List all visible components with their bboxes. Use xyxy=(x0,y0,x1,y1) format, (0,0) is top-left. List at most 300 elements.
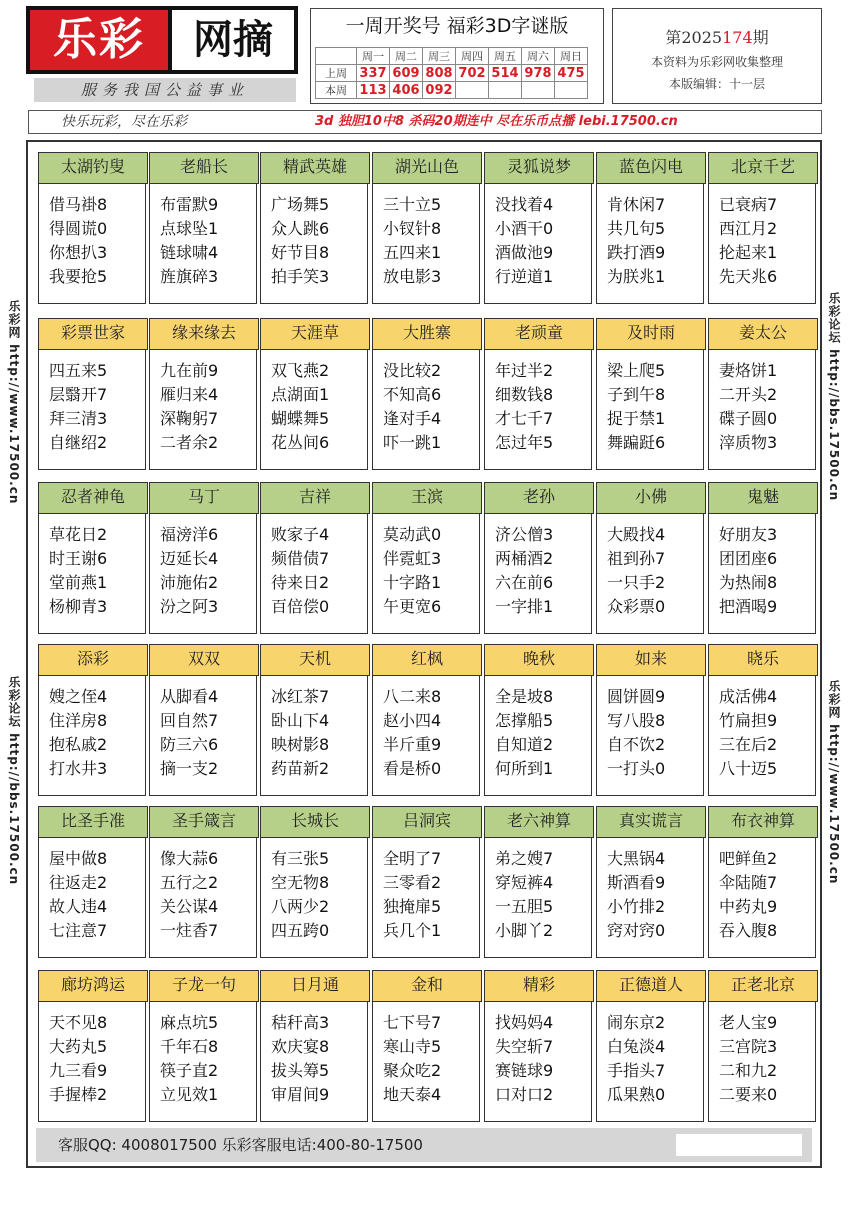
riddle-line: 三在后2 xyxy=(719,735,778,754)
riddle-line: 祖到孙7 xyxy=(607,549,666,568)
riddle-grid-frame xyxy=(26,140,822,1168)
card-lines xyxy=(160,847,256,943)
draw-corner xyxy=(316,48,357,65)
side-text-right-top: 乐彩论坛 http://bbs.17500.cn xyxy=(827,292,841,502)
riddle-card xyxy=(596,152,704,304)
riddle-card xyxy=(484,644,592,796)
riddle-line: 八十迈5 xyxy=(719,759,778,778)
issue-note: 本资料为乐彩网收集整理 xyxy=(650,55,783,69)
draw-number: 702 xyxy=(456,65,489,82)
card-title: 老六神算 xyxy=(484,806,594,838)
card-title: 吉祥 xyxy=(260,482,370,514)
card-title: 正老北京 xyxy=(708,970,818,1002)
riddle-card xyxy=(372,644,480,796)
riddle-line: 三宫院3 xyxy=(719,1037,778,1056)
riddle-line: 找妈妈4 xyxy=(495,1013,554,1032)
riddle-line: 六在前6 xyxy=(495,573,554,592)
card-lines xyxy=(607,1011,703,1107)
riddle-line: 赵小四4 xyxy=(383,711,442,730)
card-title: 红枫 xyxy=(372,644,482,676)
ticker-left: 快乐玩彩，尽在乐彩 xyxy=(61,114,187,130)
riddle-line: 九三看9 xyxy=(49,1061,108,1080)
riddle-line: 济公僧3 xyxy=(495,525,554,544)
riddle-line: 天不见8 xyxy=(49,1013,108,1032)
card-title: 湖光山色 xyxy=(372,152,482,184)
riddle-line: 八二来8 xyxy=(383,687,442,706)
card-lines xyxy=(495,847,591,943)
riddle-line: 自继绍2 xyxy=(49,433,108,452)
draw-number xyxy=(489,82,522,99)
riddle-line: 药苗新2 xyxy=(271,759,330,778)
card-title: 正德道人 xyxy=(596,970,706,1002)
riddle-line: 写八股8 xyxy=(607,711,666,730)
card-title: 灵狐说梦 xyxy=(484,152,594,184)
card-title: 大胜寨 xyxy=(372,318,482,350)
riddle-line: 滓质物3 xyxy=(719,433,778,452)
riddle-line: 住洋房8 xyxy=(49,711,108,730)
card-title: 马丁 xyxy=(149,482,259,514)
riddle-line: 跌打酒9 xyxy=(607,243,666,262)
card-lines xyxy=(383,847,479,943)
card-title: 小佛 xyxy=(596,482,706,514)
riddle-line: 防三六6 xyxy=(160,735,219,754)
riddle-line: 有三张5 xyxy=(271,849,330,868)
riddle-line: 团团座6 xyxy=(719,549,778,568)
riddle-line: 没比较2 xyxy=(383,361,442,380)
riddle-line: 二和九2 xyxy=(719,1061,778,1080)
riddle-line: 为热闹8 xyxy=(719,573,778,592)
riddle-line: 何所到1 xyxy=(495,759,554,778)
riddle-card xyxy=(372,806,480,958)
riddle-line: 九在前9 xyxy=(160,361,219,380)
card-lines xyxy=(383,1011,479,1107)
card-title: 如来 xyxy=(596,644,706,676)
riddle-line: 妻烙饼1 xyxy=(719,361,778,380)
card-lines xyxy=(271,685,367,781)
card-lines xyxy=(607,685,703,781)
riddle-card xyxy=(149,152,257,304)
riddle-card xyxy=(596,644,704,796)
riddle-line: 杨柳青3 xyxy=(49,597,108,616)
riddle-card xyxy=(38,970,146,1122)
riddle-line: 小钗针8 xyxy=(383,219,442,238)
riddle-line: 麻点坑5 xyxy=(160,1013,219,1032)
riddle-line: 筷子直2 xyxy=(160,1061,219,1080)
riddle-card xyxy=(708,644,816,796)
card-title: 日月通 xyxy=(260,970,370,1002)
riddle-line: 聚众吃2 xyxy=(383,1061,442,1080)
card-title: 北京千艺 xyxy=(708,152,818,184)
riddle-card xyxy=(484,152,592,304)
draw-number: 092 xyxy=(423,82,456,99)
riddle-line: 大黑锅4 xyxy=(607,849,666,868)
day-header: 周三 xyxy=(423,48,456,65)
card-lines xyxy=(719,847,815,943)
card-lines xyxy=(271,847,367,943)
card-title: 忍者神龟 xyxy=(38,482,148,514)
riddle-line: 闹东京2 xyxy=(607,1013,666,1032)
ticker-bar xyxy=(28,110,822,134)
card-title: 蓝色闪电 xyxy=(596,152,706,184)
riddle-line: 窍对窍0 xyxy=(607,921,666,940)
riddle-line: 小酒干0 xyxy=(495,219,554,238)
riddle-card xyxy=(596,970,704,1122)
riddle-line: 放电影3 xyxy=(383,267,442,286)
riddle-line: 审眉间9 xyxy=(271,1085,330,1104)
card-title: 比圣手准 xyxy=(38,806,148,838)
riddle-card xyxy=(38,152,146,304)
card-lines xyxy=(160,359,256,455)
riddle-line: 弟之嫂7 xyxy=(495,849,554,868)
riddle-line: 穿短裤4 xyxy=(495,873,554,892)
riddle-line: 千年石8 xyxy=(160,1037,219,1056)
this-week-label: 本周 xyxy=(316,82,357,99)
side-text-left-top: 乐彩网 http://www.17500.cn xyxy=(7,300,21,505)
riddle-line: 梁上爬5 xyxy=(607,361,666,380)
riddle-line: 汾之阿3 xyxy=(160,597,219,616)
riddle-line: 手握棒2 xyxy=(49,1085,108,1104)
card-lines xyxy=(719,1011,815,1107)
riddle-card xyxy=(596,318,704,470)
riddle-line: 打水井3 xyxy=(49,759,108,778)
riddle-line: 时王谢6 xyxy=(49,549,108,568)
day-header: 周日 xyxy=(555,48,588,65)
riddle-card xyxy=(260,970,368,1122)
card-title: 添彩 xyxy=(38,644,148,676)
card-title: 真实谎言 xyxy=(596,806,706,838)
card-title: 吕洞宾 xyxy=(372,806,482,838)
riddle-line: 小脚丫2 xyxy=(495,921,554,940)
riddle-line: 寒山寺5 xyxy=(383,1037,442,1056)
riddle-line: 二者余2 xyxy=(160,433,219,452)
card-lines xyxy=(495,523,591,619)
draw-number: 609 xyxy=(390,65,423,82)
riddle-line: 借马褂8 xyxy=(49,195,108,214)
card-title: 精彩 xyxy=(484,970,594,1002)
card-lines xyxy=(160,685,256,781)
riddle-line: 为朕兆1 xyxy=(607,267,666,286)
riddle-line: 秸秆高3 xyxy=(271,1013,330,1032)
riddle-line: 五四来1 xyxy=(383,243,442,262)
card-lines xyxy=(271,193,367,289)
riddle-line: 七注意7 xyxy=(49,921,108,940)
riddle-line: 独掩扉5 xyxy=(383,897,442,916)
card-title: 老顽童 xyxy=(484,318,594,350)
riddle-line: 子到午8 xyxy=(607,385,666,404)
card-lines xyxy=(719,523,815,619)
riddle-line: 沛施佑2 xyxy=(160,573,219,592)
card-title: 双双 xyxy=(149,644,259,676)
card-title: 缘来缘去 xyxy=(149,318,259,350)
riddle-line: 七下号7 xyxy=(383,1013,442,1032)
logo xyxy=(26,6,298,74)
card-title: 天涯草 xyxy=(260,318,370,350)
riddle-line: 故人违4 xyxy=(49,897,108,916)
riddle-line: 二开头2 xyxy=(719,385,778,404)
riddle-line: 众人跳6 xyxy=(271,219,330,238)
card-title: 彩票世家 xyxy=(38,318,148,350)
riddle-line: 关公谋4 xyxy=(160,897,219,916)
riddle-line: 竹扁担9 xyxy=(719,711,778,730)
card-lines xyxy=(607,847,703,943)
riddle-card xyxy=(372,482,480,634)
riddle-line: 捉于禁1 xyxy=(607,409,666,428)
riddle-line: 旌旗碎3 xyxy=(160,267,219,286)
riddle-card xyxy=(260,482,368,634)
riddle-line: 不知高6 xyxy=(383,385,442,404)
riddle-line: 蝴蝶舞5 xyxy=(271,409,330,428)
issue-number xyxy=(613,25,821,48)
draw-number xyxy=(522,82,555,99)
riddle-line: 拍手笑3 xyxy=(271,267,330,286)
riddle-line: 往返走2 xyxy=(49,873,108,892)
riddle-line: 像大蒜6 xyxy=(160,849,219,868)
riddle-line: 待来日2 xyxy=(271,573,330,592)
card-title: 圣手箴言 xyxy=(149,806,259,838)
issue-value: 174 xyxy=(722,28,753,47)
last-week-label: 上周 xyxy=(316,65,357,82)
riddle-line: 频借债7 xyxy=(271,549,330,568)
issue-suffix: 期 xyxy=(752,28,769,47)
riddle-line: 你想扒3 xyxy=(49,243,108,262)
riddle-line: 众彩票0 xyxy=(607,597,666,616)
riddle-line: 十字路1 xyxy=(383,573,442,592)
footer-bar xyxy=(36,1128,812,1162)
card-lines xyxy=(495,193,591,289)
riddle-card xyxy=(149,318,257,470)
riddle-line: 年过半2 xyxy=(495,361,554,380)
card-lines xyxy=(495,685,591,781)
riddle-card xyxy=(38,318,146,470)
draw-title: 一周开奖号 福彩3D字谜版 xyxy=(345,15,569,37)
riddle-card xyxy=(260,152,368,304)
card-title: 长城长 xyxy=(260,806,370,838)
riddle-card xyxy=(38,482,146,634)
riddle-line: 堂前燕1 xyxy=(49,573,108,592)
riddle-line: 吞入腹8 xyxy=(719,921,778,940)
card-lines xyxy=(719,359,815,455)
riddle-card xyxy=(260,806,368,958)
footer-contact: 客服QQ: 4008017500 乐彩客服电话:400-80-17500 xyxy=(58,1136,423,1154)
riddle-line: 莫动武0 xyxy=(383,525,442,544)
card-title: 精武英雄 xyxy=(260,152,370,184)
riddle-line: 酒做池9 xyxy=(495,243,554,262)
riddle-line: 我要抢5 xyxy=(49,267,108,286)
issue-editor: 本版编辑：十一层 xyxy=(668,77,765,91)
card-lines xyxy=(49,685,145,781)
riddle-card xyxy=(260,644,368,796)
riddle-line: 福滂洋6 xyxy=(160,525,219,544)
riddle-card xyxy=(708,806,816,958)
riddle-card xyxy=(484,482,592,634)
card-lines xyxy=(719,685,815,781)
draw-number: 406 xyxy=(390,82,423,99)
riddle-card xyxy=(260,318,368,470)
riddle-line: 冰红茶7 xyxy=(271,687,330,706)
riddle-line: 层翳开7 xyxy=(49,385,108,404)
card-lines xyxy=(607,359,703,455)
card-lines xyxy=(160,193,256,289)
riddle-line: 四五跨0 xyxy=(271,921,330,940)
riddle-line: 细数钱8 xyxy=(495,385,554,404)
riddle-line: 自不饮2 xyxy=(607,735,666,754)
card-lines xyxy=(607,193,703,289)
card-lines xyxy=(383,359,479,455)
riddle-line: 三零看2 xyxy=(383,873,442,892)
riddle-line: 花丛间6 xyxy=(271,433,330,452)
riddle-line: 吓一跳1 xyxy=(383,433,442,452)
riddle-line: 地天泰4 xyxy=(383,1085,442,1104)
riddle-card xyxy=(149,970,257,1122)
card-title: 姜太公 xyxy=(708,318,818,350)
card-lines xyxy=(495,359,591,455)
riddle-line: 怎过年5 xyxy=(495,433,554,452)
riddle-line: 肯休闲7 xyxy=(607,195,666,214)
riddle-line: 四五来5 xyxy=(49,361,108,380)
riddle-line: 看是桥0 xyxy=(383,759,442,778)
riddle-line: 嫂之侄4 xyxy=(49,687,108,706)
riddle-line: 一只手2 xyxy=(607,573,666,592)
riddle-line: 把酒喝9 xyxy=(719,597,778,616)
riddle-card xyxy=(484,970,592,1122)
riddle-card xyxy=(596,806,704,958)
riddle-line: 草花日2 xyxy=(49,525,108,544)
riddle-line: 半斤重9 xyxy=(383,735,442,754)
riddle-line: 全明了7 xyxy=(383,849,442,868)
card-title: 晚秋 xyxy=(484,644,594,676)
riddle-line: 屋中做8 xyxy=(49,849,108,868)
riddle-card xyxy=(708,152,816,304)
riddle-line: 广场舞5 xyxy=(271,195,330,214)
riddle-line: 抱私戚2 xyxy=(49,735,108,754)
slogan: 服务我国公益事业 xyxy=(34,78,296,102)
card-lines xyxy=(383,193,479,289)
riddle-line: 逢对手4 xyxy=(383,409,442,428)
riddle-line: 两桶酒2 xyxy=(495,549,554,568)
card-title: 老船长 xyxy=(149,152,259,184)
riddle-line: 没找着4 xyxy=(495,195,554,214)
draw-number: 113 xyxy=(357,82,390,99)
riddle-card xyxy=(372,318,480,470)
riddle-line: 抡起来1 xyxy=(719,243,778,262)
riddle-card xyxy=(38,806,146,958)
riddle-line: 三十立5 xyxy=(383,195,442,214)
side-text-left-bottom: 乐彩论坛 http://bbs.17500.cn xyxy=(7,676,21,886)
card-title: 布衣神算 xyxy=(708,806,818,838)
card-lines xyxy=(49,523,145,619)
riddle-line: 雁归来4 xyxy=(160,385,219,404)
riddle-line: 大药丸5 xyxy=(49,1037,108,1056)
logo-white-text: 网摘 xyxy=(172,10,294,70)
riddle-card xyxy=(708,970,816,1122)
card-lines xyxy=(49,193,145,289)
riddle-line: 共几句5 xyxy=(607,219,666,238)
card-lines xyxy=(49,359,145,455)
riddle-card xyxy=(149,644,257,796)
riddle-line: 行逆道1 xyxy=(495,267,554,286)
riddle-line: 欢庆宴8 xyxy=(271,1037,330,1056)
riddle-line: 布雷默9 xyxy=(160,195,219,214)
card-lines xyxy=(271,1011,367,1107)
riddle-card xyxy=(596,482,704,634)
card-lines xyxy=(271,523,367,619)
riddle-line: 拔头筹5 xyxy=(271,1061,330,1080)
riddle-line: 链球啸4 xyxy=(160,243,219,262)
riddle-line: 迈延长4 xyxy=(160,549,219,568)
card-lines xyxy=(383,685,479,781)
riddle-card xyxy=(38,644,146,796)
riddle-line: 从脚看4 xyxy=(160,687,219,706)
riddle-line: 伴霓虹3 xyxy=(383,549,442,568)
draw-number: 514 xyxy=(489,65,522,82)
card-title: 天机 xyxy=(260,644,370,676)
card-title: 及时雨 xyxy=(596,318,706,350)
riddle-line: 二要来0 xyxy=(719,1085,778,1104)
riddle-line: 怎撑船5 xyxy=(495,711,554,730)
issue-box xyxy=(612,8,822,104)
draw-number xyxy=(555,82,588,99)
riddle-line: 瓜果熟0 xyxy=(607,1085,666,1104)
card-title: 鬼魅 xyxy=(708,482,818,514)
weekly-draw-box xyxy=(310,8,604,104)
riddle-line: 卧山下4 xyxy=(271,711,330,730)
riddle-card xyxy=(708,482,816,634)
card-title: 金和 xyxy=(372,970,482,1002)
card-lines xyxy=(383,523,479,619)
card-lines xyxy=(271,359,367,455)
riddle-line: 点湖面1 xyxy=(271,385,330,404)
riddle-line: 伞陆随7 xyxy=(719,873,778,892)
riddle-line: 双飞燕2 xyxy=(271,361,330,380)
card-title: 王滨 xyxy=(372,482,482,514)
riddle-line: 失空斩7 xyxy=(495,1037,554,1056)
riddle-line: 西江月2 xyxy=(719,219,778,238)
day-header: 周二 xyxy=(390,48,423,65)
day-header: 周一 xyxy=(357,48,390,65)
riddle-card xyxy=(149,806,257,958)
riddle-card xyxy=(484,318,592,470)
riddle-card xyxy=(708,318,816,470)
footer-blank-box xyxy=(676,1134,802,1156)
riddle-line: 百倍偿0 xyxy=(271,597,330,616)
riddle-line: 圆饼圆9 xyxy=(607,687,666,706)
card-lines xyxy=(49,847,145,943)
draw-number xyxy=(456,82,489,99)
riddle-line: 映树影8 xyxy=(271,735,330,754)
riddle-line: 白兔淡4 xyxy=(607,1037,666,1056)
riddle-line: 才七千7 xyxy=(495,409,554,428)
card-lines xyxy=(495,1011,591,1107)
riddle-line: 全是坡8 xyxy=(495,687,554,706)
riddle-line: 斯酒看9 xyxy=(607,873,666,892)
riddle-card xyxy=(149,482,257,634)
riddle-line: 吧鲜鱼2 xyxy=(719,849,778,868)
riddle-line: 手指头7 xyxy=(607,1061,666,1080)
riddle-line: 深鞠躬7 xyxy=(160,409,219,428)
draw-number: 978 xyxy=(522,65,555,82)
ticker-right[interactable]: 3d 独胆10中8 杀码20期连中 尽在乐币点播 lebi.17500.cn xyxy=(315,114,678,129)
riddle-line: 好朋友3 xyxy=(719,525,778,544)
riddle-line: 老人宝9 xyxy=(719,1013,778,1032)
draw-number: 808 xyxy=(423,65,456,82)
riddle-line: 口对口2 xyxy=(495,1085,554,1104)
riddle-card xyxy=(372,152,480,304)
riddle-line: 点球坠1 xyxy=(160,219,219,238)
riddle-card xyxy=(484,806,592,958)
day-header: 周四 xyxy=(456,48,489,65)
riddle-line: 一字排1 xyxy=(495,597,554,616)
riddle-line: 摘一支2 xyxy=(160,759,219,778)
